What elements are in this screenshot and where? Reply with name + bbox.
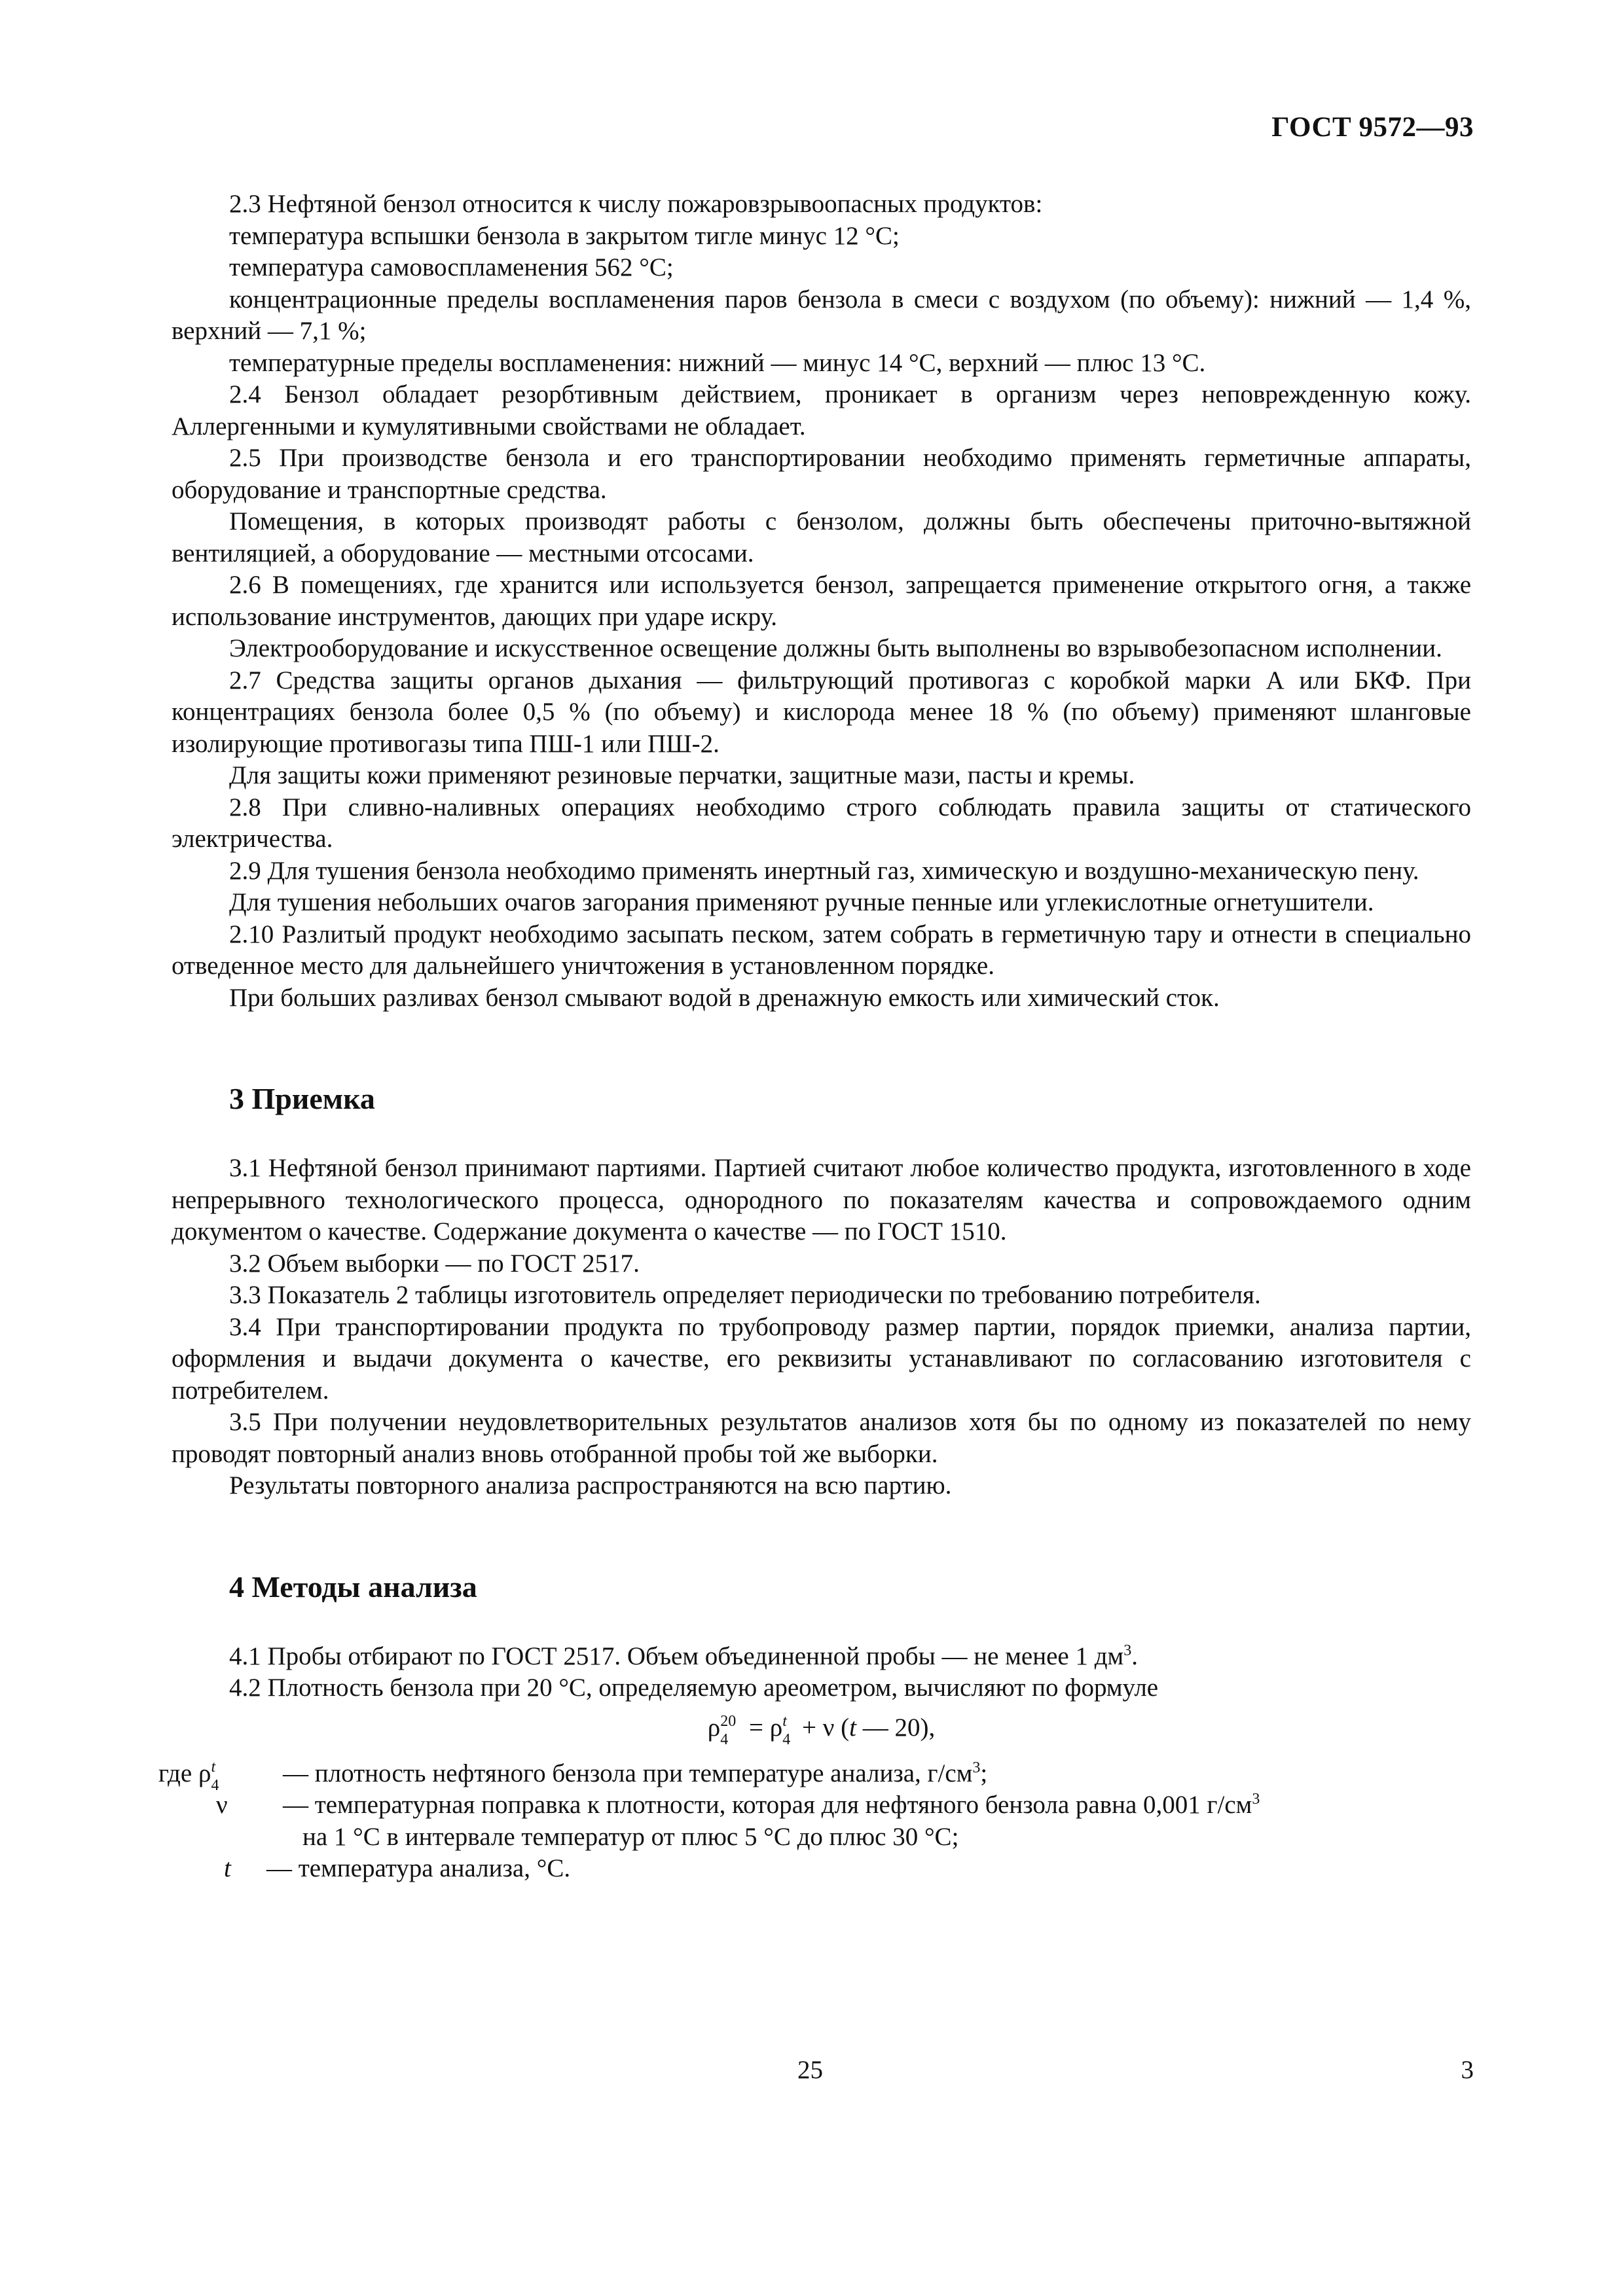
- definition-rho-desc: — плотность нефтяного бензола при температуре анализа, г/см: [283, 1759, 973, 1787]
- section-4-heading: 4 Методы анализа: [229, 1570, 477, 1604]
- definition-t-symbol: t: [224, 1854, 231, 1882]
- definition-rho: [158, 1758, 1471, 1794]
- paragraph-2-10-spills: При больших разливах бензол смывают водой в дренажную емкость или химический сток.: [229, 983, 1220, 1012]
- paragraph-2-3-autoignition: температура самовоспламенения 562 °С;: [229, 253, 674, 281]
- paragraph-2-5: 2.5 При производстве бензола и его транспортировании необходимо применять герметичные аппараты, оборудование и транспортные средства.: [172, 444, 1471, 504]
- formula-equals: =: [742, 1713, 770, 1742]
- formula-rhs-rho: ρ: [769, 1713, 783, 1742]
- paragraph-2-9: 2.9 Для тушения бензола необходимо применять инертный газ, химическую и воздушно-механическую пену.: [229, 856, 1419, 885]
- paragraph-3-5-results: Результаты повторного анализа распространяются на всю партию.: [229, 1471, 952, 1499]
- page-number-right: 3: [1461, 2056, 1474, 2084]
- page-number-center: 25: [797, 2056, 823, 2084]
- paragraph-4-2: 4.2 Плотность бензола при 20 °С, определяемую ареометром, вычисляют по формуле: [229, 1674, 1159, 1702]
- definition-nu-unit-sup: 3: [1252, 1791, 1260, 1808]
- paragraph-2-9-extinguishers: Для тушения небольших очагов загорания применяют ручные пенные или углекислотные огнетушители.: [229, 888, 1374, 916]
- formula-definitions: [158, 1758, 1471, 1885]
- paragraph-2-6: 2.6 В помещениях, где хранится или используется бензол, запрещается применение открытого огня, а также использование инструментов, дающих при ударе искру.: [172, 571, 1471, 631]
- definition-nu-desc: — температурная поправка к плотности, которая для нефтяного бензола равна 0,001 г/см: [283, 1791, 1252, 1819]
- paragraph-2-10: 2.10 Разлитый продукт необходимо засыпать песком, затем собрать в герметичную тару и отнести в специально отведенное место для дальнейшего уничтожения в установленном порядке.: [172, 920, 1471, 980]
- definition-nu: [172, 1789, 1471, 1853]
- definition-rho-sub: 4: [211, 1776, 219, 1794]
- paragraph-4-1-unit-sup: 3: [1123, 1641, 1132, 1659]
- paragraph-2-3-flash-point: температура вспышки бензола в закрытом тигле минус 12 °С;: [229, 221, 900, 250]
- paragraph-2-5-ventilation: Помещения, в которых производят работы с бензолом, должны быть обеспечены приточно-вытяжной вентиляцией, а оборудование — местными отсосами.: [172, 507, 1471, 567]
- formula-lhs-sup: 20: [720, 1712, 737, 1730]
- paragraph-3-5: 3.5 При получении неудовлетворительных результатов анализов хотя бы по одному из показателей по нему проводят повторный анализ вновь отобранной пробы той же выборки.: [172, 1408, 1471, 1468]
- paragraph-2-7-skin: Для защиты кожи применяют резиновые перчатки, защитные мази, пасты и кремы.: [229, 761, 1135, 789]
- definition-t-text: — температура анализа, °С.: [266, 1854, 571, 1882]
- definition-rho-text: [283, 1758, 1471, 1790]
- definition-rho-char: ρ: [198, 1759, 211, 1787]
- definition-t: [172, 1853, 1471, 1885]
- formula-rhs-t: t: [849, 1713, 856, 1742]
- paragraph-3-1: 3.1 Нефтяной бензол принимают партиями. Партией считают любое количество продукта, изготовленного в ходе непрерывного технологического процесса, однородного по показателям качества и сопровождаемого одним документом о качестве. Содержание документа о качестве — по ГОСТ 1510.: [172, 1154, 1471, 1246]
- paragraph-4-1: [172, 1641, 1471, 1673]
- paragraph-2-3-concentration-limits: концентрационные пределы воспламенения паров бензола в смеси с воздухом (по объему): нижний — 1,4 %, верхний — 7,1 %;: [172, 285, 1471, 345]
- definition-rho-symbol: [158, 1758, 224, 1794]
- paragraph-3-4: 3.4 При транспортировании продукта по трубопроводу размер партии, порядок приемки, анализа партии, оформления и выдачи документа о качестве, его реквизиты устанавливают по согласованию изготовителя с потребителем.: [172, 1312, 1471, 1405]
- paragraph-4-1-end: .: [1131, 1641, 1138, 1670]
- formula-expression: [707, 1712, 936, 1748]
- definition-nu-range: на 1 °С в интервале температур от плюс 5 °С до плюс 30 °С;: [302, 1822, 959, 1851]
- paragraph-3-2: 3.2 Объем выборки — по ГОСТ 2517.: [229, 1249, 640, 1278]
- paragraph-3-3: 3.3 Показатель 2 таблицы изготовитель определяет периодически по требованию потребителя.: [229, 1281, 1261, 1309]
- definition-rho-end: ;: [980, 1759, 988, 1787]
- paragraph-2-6-electrical: Электрооборудование и искусственное освещение должны быть выполнены во взрывобезопасном исполнении.: [229, 634, 1442, 662]
- document-header: ГОСТ 9572—93: [1271, 112, 1474, 143]
- section-3-heading: 3 Приемка: [229, 1082, 375, 1115]
- definition-nu-text: [283, 1789, 1471, 1821]
- formula-rhs-rest-a: + ν (: [795, 1713, 850, 1742]
- definition-rho-sup: t: [211, 1758, 216, 1776]
- paragraph-2-8: 2.8 При сливно-наливных операциях необходимо строго соблюдать правила защиты от статического электричества.: [172, 793, 1471, 853]
- definition-rho-unit-sup: 3: [972, 1759, 981, 1776]
- formula-rhs-rest-b: — 20),: [856, 1713, 936, 1742]
- definition-where: где: [158, 1759, 192, 1787]
- paragraph-2-3: 2.3 Нефтяной бензол относится к числу пожаровзрывоопасных продуктов:: [229, 190, 1043, 218]
- density-formula: [172, 1712, 1471, 1751]
- paragraph-2-4: 2.4 Бензол обладает резорбтивным действием, проникает в организм через неповрежденную кожу. Аллергенными и кумулятивными свойствами не обладает.: [172, 380, 1471, 440]
- formula-rhs-sub: 4: [782, 1731, 791, 1748]
- formula-rhs-sup: t: [782, 1712, 787, 1730]
- paragraph-2-3-temperature-limits: температурные пределы воспламенения: нижний — минус 14 °С, верхний — плюс 13 °С.: [229, 348, 1206, 377]
- paragraph-4-1-text: 4.1 Пробы отбирают по ГОСТ 2517. Объем объединенной пробы — не менее 1 дм: [229, 1641, 1124, 1670]
- document-body: [158, 188, 1471, 1885]
- paragraph-2-7: 2.7 Средства защиты органов дыхания — фильтрующий противогаз с коробкой марки А или БКФ. При концентрациях бензола более 0,5 % (по объему) и кислорода менее 18 % (по объему) применяют шланговые изолирующие противогазы типа ПШ-1 или ПШ-2.: [172, 666, 1471, 758]
- formula-lhs-rho: ρ: [707, 1713, 721, 1742]
- definition-nu-symbol: ν: [216, 1791, 228, 1819]
- formula-lhs-sub: 4: [720, 1731, 729, 1748]
